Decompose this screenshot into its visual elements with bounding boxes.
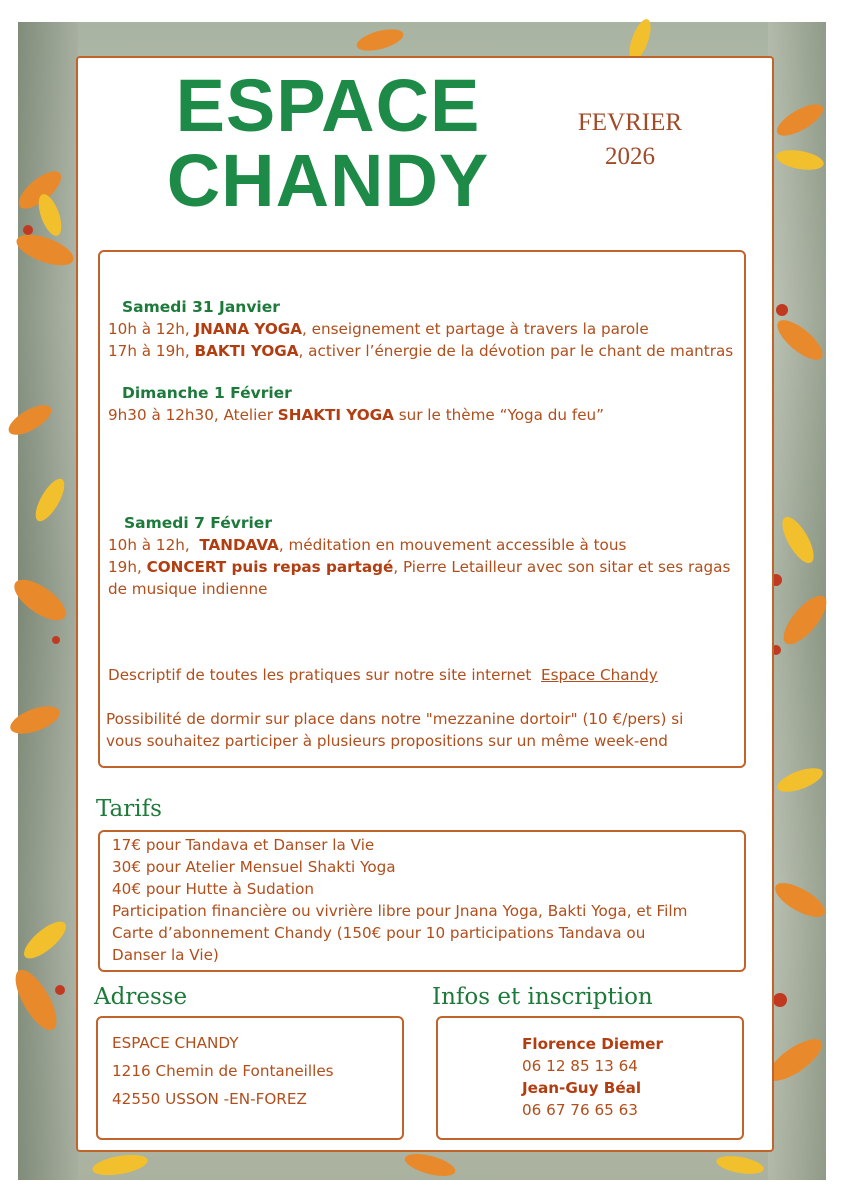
month-label: FEVRIER (577, 109, 683, 136)
tarif-line-6: Danser la Vie) (112, 946, 219, 964)
day3-line1 (108, 534, 626, 556)
day1-line2-desc: , activer l’énergie de la dévotion par le chant de mantras (298, 342, 734, 360)
dormir-line1: Possibilité de dormir sur place dans notre "mezzanine dortoir" (10 €/pers) si (106, 710, 684, 728)
contact2-name: Jean-Guy Béal (522, 1079, 642, 1097)
tarif-line-2: 30€ pour Atelier Mensuel Shakti Yoga (112, 858, 396, 876)
contact1-name: Florence Diemer (522, 1035, 663, 1053)
day1-line1-time: 10h à 12h, (108, 320, 190, 338)
day3-title: Samedi 7 Février (124, 514, 272, 532)
day2-line1-desc: sur le thème “Yoga du feu” (398, 406, 605, 424)
day3-line2-name: CONCERT puis repas partagé (146, 558, 394, 576)
day3-line2-time: 19h, (108, 558, 142, 576)
day2-line1-time: 9h30 à 12h30, Atelier (108, 406, 273, 424)
tarifs-heading: Tarifs (96, 796, 162, 822)
day1-title: Samedi 31 Janvier (122, 298, 280, 316)
day2-line1 (108, 404, 604, 426)
adresse-street: 1216 Chemin de Fontaneilles (112, 1062, 334, 1080)
adresse-city: 42550 USSON -EN-FOREZ (112, 1090, 307, 1108)
day3-line2-desc: , Pierre Letailleur avec son sitar et ses ragas (393, 558, 731, 576)
tarif-line-1: 17€ pour Tandava et Danser la Vie (112, 836, 375, 854)
day3-line2 (108, 556, 730, 578)
year-label: 2026 (605, 143, 655, 170)
day2-line1-name: SHAKTI YOGA (277, 406, 394, 424)
day3-line1-desc: , méditation en mouvement accessible à tous (278, 536, 627, 554)
website-line (108, 664, 658, 686)
tarif-line-3: 40€ pour Hutte à Sudation (112, 880, 315, 898)
tarif-line-4: Participation financière ou vivrière libre pour Jnana Yoga, Bakti Yoga, et Film (112, 902, 688, 920)
day1-line1-name: JNANA YOGA (194, 320, 302, 338)
contact1-phone[interactable]: 06 12 85 13 64 (522, 1057, 638, 1075)
title-line-2: CHANDY (166, 139, 490, 222)
adresse-name: ESPACE CHANDY (112, 1034, 239, 1052)
adresse-heading: Adresse (94, 984, 188, 1010)
day2-title: Dimanche 1 Février (122, 384, 292, 402)
contact2-phone[interactable]: 06 67 76 65 63 (522, 1101, 638, 1119)
day1-line2 (108, 340, 733, 362)
title-line-1: ESPACE (175, 64, 481, 147)
website-text: Descriptif de toutes les pratiques sur notre site internet (108, 666, 532, 684)
day3-line1-name: TANDAVA (199, 536, 279, 554)
month-year (560, 106, 700, 174)
dormir-line2: vous souhaitez participer à plusieurs propositions sur un même week-end (106, 732, 668, 750)
website-link[interactable]: Espace Chandy (541, 666, 658, 684)
day1-line2-name: BAKTI YOGA (194, 342, 299, 360)
infos-heading: Infos et inscription (432, 984, 653, 1010)
day1-line1 (108, 318, 649, 340)
tarif-line-5: Carte d’abonnement Chandy (150€ pour 10 participations Tandava ou (112, 924, 646, 942)
day1-line1-desc: , enseignement et partage à travers la parole (302, 320, 649, 338)
day1-line2-time: 17h à 19h, (108, 342, 190, 360)
day3-line1-time: 10h à 12h, (108, 536, 190, 554)
day3-line3: de musique indienne (108, 580, 268, 598)
